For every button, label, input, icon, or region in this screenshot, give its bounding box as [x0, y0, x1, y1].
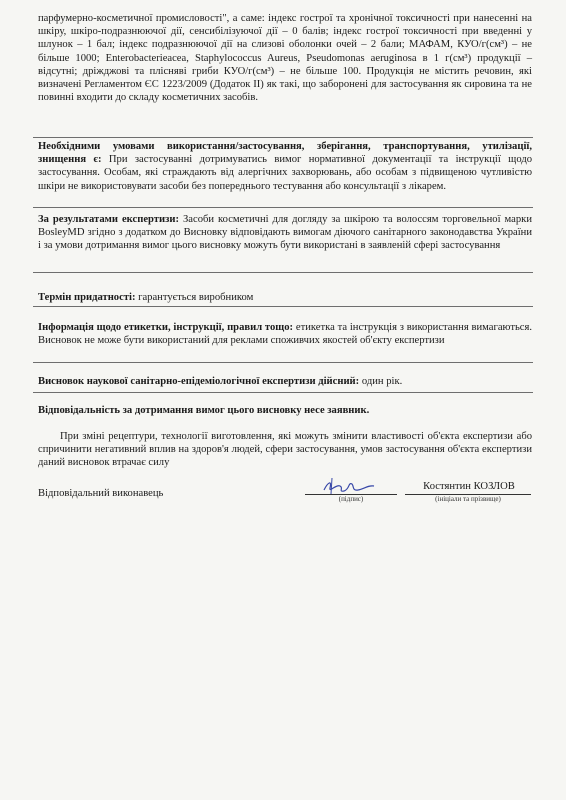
section-responsibility-text: Відповідальність за дотримання вимог цього висновку несе заявник. — [38, 405, 370, 416]
section-conditions — [38, 140, 532, 193]
section-conditions-text: При застосуванні дотримуватись вимог нормативної документації та інструкції щодо застосування. Особам, які страждають від алергічних захворювань, або особам з підвищеною чутливістю шкіри не використовувати засоби без попереднього тестування або консультації з лікарем. — [38, 154, 532, 192]
paragraph-test-results-text: парфумерно-косметичної промисловості", а саме: індекс гострої та хронічної токсичності при нанесенні на шкіру, шкіро-подразнюючої дії, сенсибілізуючої дії – 0 балів; індекс гострої токсичності при введенні у шлунок – 1 бал; індекс подразнюючої дії на слизові оболонки очей – 2 бали; МАФАМ, КУО/г(см³) – не більше 1000; Enterobacterieacea, Staphylococcus Aureus, Pseudomonas aeruginosa в 1 г(см³) продукції – відсутні; дріжджові та плісняві гриби КУО/г(см³) – не більше 100. Продукція не містить речовин, які визначені Регламентом ЄС 1223/2009 (Додаток ІІ) як такі, що заборонені для застосування як сировина та не повинні входити до складу косметичних засобів. — [38, 13, 532, 104]
section-results-heading: За результатами експертизи: — [38, 214, 179, 225]
section-labeling-text: етикетка та інструкція з використання вимагаються. Висновок не може бути використаний для реклами споживчих якостей об'єкту експертизи — [38, 322, 533, 347]
name-caption: (ініціали та прізвище) — [435, 495, 501, 503]
signer-name: Костянтин КОЗЛОВ — [423, 481, 515, 492]
section-responsibility — [38, 404, 532, 417]
section-shelf-life-text: гарантується виробником — [135, 292, 254, 303]
paragraph-test-results — [38, 12, 532, 104]
section-shelf-life-heading: Термін придатності: — [38, 292, 136, 303]
section-conditions-heading: Необхідними умовами використання/застосування, зберігання, транспортування, утилізації, знищення є: — [38, 141, 532, 166]
section-validity — [38, 375, 532, 388]
divider — [33, 392, 533, 393]
signature-caption: (підпис) — [338, 495, 364, 503]
divider — [33, 272, 533, 273]
divider — [33, 362, 533, 363]
divider — [33, 207, 533, 208]
section-validity-heading: Висновок наукової санітарно-епідеміологічної експертизи дійсний: — [38, 376, 360, 387]
section-validity-text: один рік. — [359, 376, 403, 387]
section-labeling — [38, 321, 532, 347]
paragraph-change-note — [38, 430, 532, 470]
paragraph-change-note-text: При зміні рецептури, технології виготовлення, які можуть змінити властивості об'єкта експертизи або спричинити негативний вплив на здоров'я людей, сфери застосування, умов застосування об'єкта експертизи даний висновок втрачає силу — [38, 431, 532, 469]
signature-label: Відповідальний виконавець — [38, 488, 164, 499]
divider — [33, 306, 533, 307]
section-labeling-heading: Інформація щодо етикетки, інструкції, правил тощо: — [38, 322, 294, 333]
section-results — [38, 213, 532, 253]
section-results-text: Засоби косметичні для догляду за шкірою та волоссям торговельної марки BosleyMD згідно з додатком до Висновку відповідають вимогам діючого санітарного законодавства України і за умови дотримання вимог цього висновку можуть бути використані в заявленій сфері застосування — [38, 214, 532, 252]
divider — [33, 137, 533, 138]
section-shelf-life — [38, 291, 532, 304]
